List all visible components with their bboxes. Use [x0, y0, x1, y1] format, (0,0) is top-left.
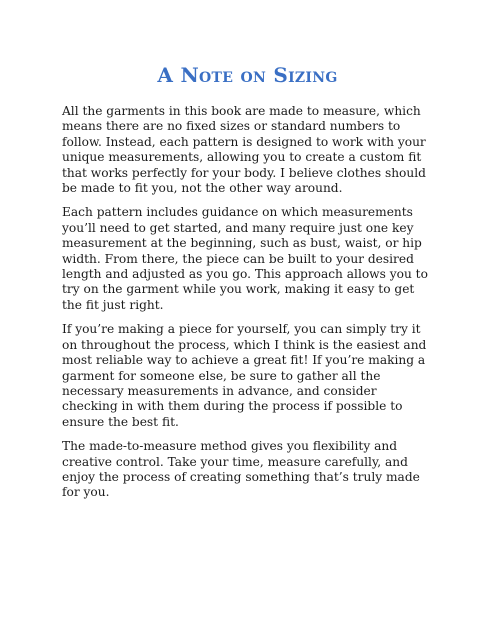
page-title: A Note on Sizing: [157, 63, 338, 87]
paragraph-pattern-guidance: Each pattern includes guidance on which measurements you’ll need to get started, and many require just one key measurement at the beginning, such as bust, waist, or hip width. From there, the piece can be built to your desired length and adjusted as you go. This approach allows you to try on the garment while you work, making it easy to get the fit just right.: [62, 205, 428, 312]
paragraph-closing: The made-to-measure method gives you flexibility and creative control. Take your time, measure carefully, and enjoy the process of creating something that’s truly made for you.: [62, 439, 420, 500]
paragraph-intro: All the garments in this book are made to measure, which means there are no fixed sizes or standard numbers to follow. Instead, each pattern is designed to work with your unique measurements, allowing you to create a custom fit that works perfectly for your body. I believe clothes should be made to fit you, not the other way around.: [62, 104, 426, 196]
paragraph-fitting-tips: If you’re making a piece for yourself, you can simply try it on throughout the process, which I think is the easiest and most reliable way to achieve a great fit! If you’re making a garment for someone else, be sure to gather all the necessary measurements in advance, and consider checking in with them during the process if possible to ensure the best fit.: [62, 322, 427, 429]
